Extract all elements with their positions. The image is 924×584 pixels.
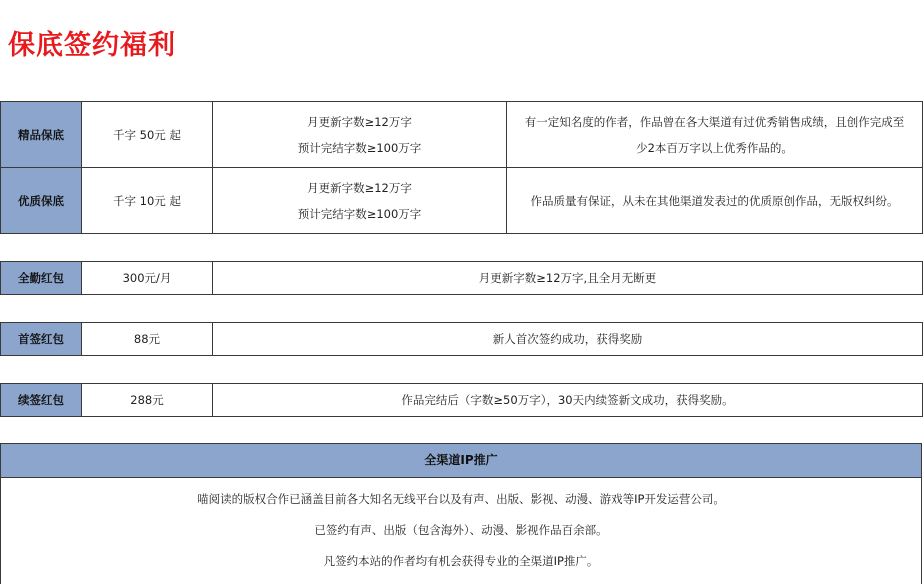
requirement-line: 预计完结字数≥100万字 [297,206,422,221]
premium-guarantee-label: 精品保底 [1,102,82,168]
renewal-bonus-description: 作品完结后（字数≥50万字），30天内续签新文成功，获得奖励。 [213,384,923,417]
ip-promotion-body [1,478,921,584]
description-line: 有一定知名度的作者，作品曾在各大渠道有过优秀销售成绩，且创作完成至 [524,114,905,129]
requirement-line: 月更新字数≥12万字 [307,114,412,129]
description-line: 少2本百万字以上优秀作品的。 [636,140,793,155]
quality-guarantee-amount: 千字 10元 起 [82,168,213,234]
basic-guarantee-table [0,101,923,234]
quality-guarantee-label: 优质保底 [1,168,82,234]
requirement-line: 预计完结字数≥100万字 [297,140,422,155]
renewal-bonus-label: 续签红包 [1,384,82,417]
table-row [1,168,923,234]
quality-guarantee-description [507,168,923,234]
ip-promotion-line: 喵阅读的版权合作已涵盖目前各大知名无线平台以及有声、出版、影视、动漫、游戏等IP开发运营公司。 [197,492,725,506]
premium-guarantee-description [507,102,923,168]
ip-promotion-section [0,443,922,584]
attendance-bonus-label: 全勤红包 [1,262,82,295]
attendance-bonus-amount: 300元/月 [82,262,213,295]
first-sign-bonus-amount: 88元 [82,323,213,356]
table-row [1,323,923,356]
attendance-bonus-table [0,261,923,295]
first-sign-bonus-table [0,322,923,356]
first-sign-bonus-label: 首签红包 [1,323,82,356]
table-row [1,384,923,417]
premium-guarantee-amount: 千字 50元 起 [82,102,213,168]
attendance-bonus-description: 月更新字数≥12万字,且全月无断更 [213,262,923,295]
table-row [1,102,923,168]
page-title: 保底签约福利 [8,30,176,61]
quality-guarantee-requirements [213,168,507,234]
first-sign-bonus-description: 新人首次签约成功，获得奖励 [213,323,923,356]
premium-guarantee-requirements [213,102,507,168]
description-line: 作品质量有保证，从未在其他渠道发表过的优质原创作品，无版权纠纷。 [530,193,899,208]
requirement-line: 月更新字数≥12万字 [307,180,412,195]
table-row [1,262,923,295]
renewal-bonus-table [0,383,923,417]
renewal-bonus-amount: 288元 [82,384,213,417]
ip-promotion-line: 凡签约本站的作者均有机会获得专业的全渠道IP推广。 [323,554,599,568]
ip-promotion-title: 全渠道IP推广 [1,444,921,478]
ip-promotion-line: 已签约有声、出版（包含海外）、动漫、影视作品百余部。 [314,523,608,537]
